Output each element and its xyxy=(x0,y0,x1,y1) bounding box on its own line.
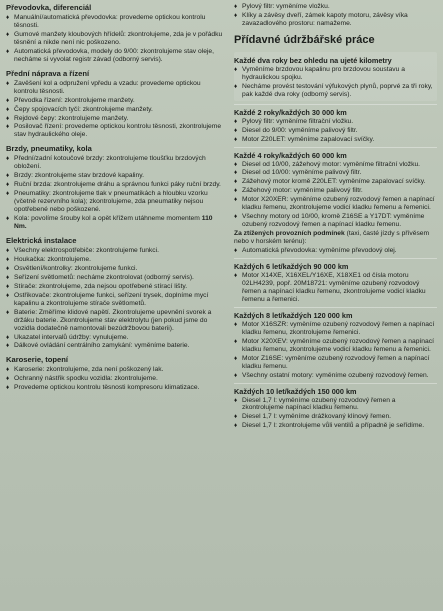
list-item xyxy=(6,123,224,139)
bullet-icon: ♦ xyxy=(234,337,238,345)
list-30000 xyxy=(234,118,437,144)
bullet-icon: ♦ xyxy=(6,190,10,198)
list-item xyxy=(6,115,224,123)
list-item xyxy=(234,3,437,11)
bullet-icon: ♦ xyxy=(6,282,10,290)
list-item xyxy=(6,247,224,255)
list-front-axle xyxy=(6,80,224,140)
bullet-icon: ♦ xyxy=(6,172,10,180)
bullet-icon: ♦ xyxy=(6,291,10,299)
list-item xyxy=(6,334,224,342)
group-title-90000: Každých 6 let/každých 90 000 km xyxy=(234,262,349,272)
bullet-icon: ♦ xyxy=(6,273,10,281)
list-item-text: Seřízení světlometů: necháme zkontrolovat (odborný servis). xyxy=(14,273,194,281)
bullet-icon: ♦ xyxy=(6,123,10,131)
bullet-icon: ♦ xyxy=(6,366,10,374)
bullet-icon: ♦ xyxy=(234,82,238,90)
list-item xyxy=(6,31,224,47)
list-item xyxy=(234,321,437,337)
hard-conditions-text: (taxi, časté jízdy s přívěsem nebo v horském terénu): xyxy=(234,230,430,246)
list-body xyxy=(6,366,224,392)
bullet-icon: ♦ xyxy=(234,187,238,195)
bullet-icon: ♦ xyxy=(6,375,10,383)
divider xyxy=(234,383,437,384)
list-item-text: Diesel 1,7 l: vyměníme ozubený rozvodový řemen a zkontrolujeme napínací kladku řemenu. xyxy=(242,396,396,412)
list-item-text: Pneumatiky: zkontrolujeme tlak v pneumatikách a hloubku vzorku (včetně rezervního kola); zkontrolujeme, zda pneumatiky nejsou opotřebené nebo poškozené. xyxy=(14,190,208,214)
hard-conditions-note xyxy=(234,230,437,246)
list-item xyxy=(6,283,224,291)
bullet-icon: ♦ xyxy=(234,3,238,10)
list-item-text: Všechny elektrospotřebiče: zkontrolujeme funkci. xyxy=(14,246,159,254)
list-item xyxy=(234,118,437,126)
hard-conditions-lead: Za ztížených provozních podmínek xyxy=(234,230,345,238)
list-item xyxy=(234,247,437,255)
bullet-icon: ♦ xyxy=(234,135,238,143)
list-item xyxy=(6,215,224,231)
section-title-body: Karoserie, topení xyxy=(6,355,69,365)
list-item xyxy=(234,127,437,135)
list-item xyxy=(234,12,437,28)
bullet-icon: ♦ xyxy=(6,215,10,223)
group-two-years xyxy=(234,52,437,101)
list-item xyxy=(6,384,224,392)
list-item-text: Stírače: zkontrolujeme, zda nejsou opotřebené stírací lišty. xyxy=(14,282,188,290)
list-item-text: Diesel od 10/00: vyměníme palivový filtr. xyxy=(242,169,362,177)
list-item xyxy=(234,355,437,371)
divider xyxy=(234,307,437,308)
bullet-icon: ♦ xyxy=(234,11,238,19)
list-item xyxy=(6,375,224,383)
list-item-text: Manuální/automatická převodovka: provedeme optickou kontrolu těsnosti. xyxy=(14,14,206,29)
list-item xyxy=(6,181,224,189)
right-column xyxy=(234,3,437,611)
bullet-icon: ♦ xyxy=(6,246,10,254)
list-item xyxy=(234,187,437,195)
list-brakes xyxy=(6,155,224,231)
bullet-icon: ♦ xyxy=(234,413,238,421)
list-item-text: Brzdy: zkontrolujeme stav brzdové kapaliny. xyxy=(14,172,144,180)
list-item xyxy=(6,155,224,171)
bullet-icon: ♦ xyxy=(234,272,238,280)
list-item xyxy=(6,309,224,333)
bullet-icon: ♦ xyxy=(6,342,10,350)
bullet-icon: ♦ xyxy=(6,264,10,272)
list-item-text: Diesel do 9/00: vyměníme palivový filtr. xyxy=(242,126,358,134)
bullet-icon: ♦ xyxy=(234,320,238,328)
list-item-text: Zavěšení kol a odpružení vpředu a vzadu: provedeme optickou kontrolu těsnosti. xyxy=(14,79,201,95)
list-item-text: Rejdové čepy: zkontrolujeme manžety. xyxy=(14,114,129,122)
list-item-text: Ostřikovače: zkontrolujeme funkci, seřízení trysek, doplníme mycí kapalinu a zkontrolujeme stírače světlometů. xyxy=(14,291,209,307)
bullet-icon: ♦ xyxy=(234,247,238,255)
divider xyxy=(234,147,437,148)
bullet-icon: ♦ xyxy=(6,79,10,87)
list-item xyxy=(6,172,224,180)
bullet-icon: ♦ xyxy=(6,96,10,104)
list-item-text: Pylový filtr: vyměníme filtrační vložku. xyxy=(242,117,354,125)
bullet-icon: ♦ xyxy=(6,30,10,38)
list-item xyxy=(234,272,437,304)
list-item-text: Přední/zadní kotoučové brzdy: zkontrolujeme tloušťku brzdových obložení. xyxy=(14,155,206,171)
list-item-text: Klíky a závěsy dveří, zámek kapoty motoru, závěsy víka zavazadlového prostoru: namažeme. xyxy=(242,11,408,27)
list-item-text: Automatická převodovka: vyměníme převodový olej. xyxy=(242,247,397,255)
list-item xyxy=(6,190,224,214)
bullet-icon: ♦ xyxy=(234,169,238,177)
list-item-text: Ukazatel intervalů údržby: vynulujeme. xyxy=(14,333,129,341)
list-item xyxy=(234,422,437,430)
list-item-text: Houkačka: zkontrolujeme. xyxy=(14,255,91,263)
list-60000 xyxy=(234,161,437,230)
list-gearbox xyxy=(6,14,224,64)
section-title-front-axle: Přední náprava a řízení xyxy=(6,68,90,78)
list-120000 xyxy=(234,321,437,380)
bullet-icon: ♦ xyxy=(234,213,238,221)
bullet-icon: ♦ xyxy=(6,333,10,341)
page-heading: Přídavné údržbářské práce xyxy=(234,33,375,46)
list-item xyxy=(6,97,224,105)
bullet-icon: ♦ xyxy=(234,354,238,362)
bullet-icon: ♦ xyxy=(6,181,10,189)
bullet-icon: ♦ xyxy=(6,308,10,316)
list-item xyxy=(6,106,224,114)
list-item-text: Všechny ostatní motory: vyměníme ozubený rozvodový řemen. xyxy=(242,371,429,379)
group-title-150000: Každých 10 let/každých 150 000 km xyxy=(234,386,357,396)
bullet-icon: ♦ xyxy=(234,160,238,168)
list-item xyxy=(234,178,437,186)
bullet-icon: ♦ xyxy=(234,178,238,186)
group-title-30000: Každé 2 roky/každých 30 000 km xyxy=(234,107,347,117)
bullet-icon: ♦ xyxy=(6,105,10,113)
list-item-text: Diesel od 10/00, zážehový motor: vyměníme filtrační vložku. xyxy=(242,160,421,168)
group-title-120000: Každých 8 let/každých 120 000 km xyxy=(234,310,353,320)
list-item xyxy=(6,48,224,64)
list-item-text: Posilovač řízení: provedeme optickou kontrolu těsnosti, zkontrolujeme stav hydraulického oleje. xyxy=(14,123,222,139)
section-title-brakes: Brzdy, pneumatiky, kola xyxy=(6,144,92,154)
list-item xyxy=(6,342,224,350)
divider xyxy=(234,104,437,105)
list-item-text: Vyměníme brzdovou kapalinu pro brzdovou soustavu a hydraulickou spojku. xyxy=(242,65,405,81)
list-item-text: Gumové manžety kloubových hřídelů: zkontrolujeme, zda je v pořádku těsnění a nikde není nic poškozeno. xyxy=(14,30,223,46)
list-item xyxy=(234,397,437,413)
list-hard-conditions xyxy=(234,247,437,255)
list-item xyxy=(6,256,224,264)
list-item-text: Necháme provést testování výfukových plynů, poprvé za tři roky, pak každé dva roky (odborný servis). xyxy=(242,82,433,98)
list-item xyxy=(6,14,224,30)
list-item-text: Ochranný nástřik spodku vozidla: zkontrolujeme. xyxy=(14,375,158,383)
section-title-electrical: Elektrická instalace xyxy=(6,235,77,245)
list-item-text: Karoserie: zkontrolujeme, zda není poškozený lak. xyxy=(14,366,164,374)
list-item xyxy=(234,413,437,421)
bullet-icon: ♦ xyxy=(6,14,10,21)
list-item xyxy=(6,80,224,96)
list-item xyxy=(234,196,437,212)
bullet-icon: ♦ xyxy=(234,117,238,125)
bullet-icon: ♦ xyxy=(6,47,10,55)
list-item-text: Baterie: Změříme klidové napětí. Zkontrolujeme upevnění svorek a držáku baterie. Zkontrolujeme stav elektrolytu (jen pokud jsme do vozidla dodatečně namontovali bezúdržbovou baterii). xyxy=(14,308,212,332)
list-item xyxy=(234,213,437,229)
list-item xyxy=(6,274,224,282)
list-top-items xyxy=(234,3,437,28)
bullet-icon: ♦ xyxy=(6,255,10,263)
torque-value: 110 Nm. xyxy=(14,215,213,231)
list-item xyxy=(234,161,437,169)
list-150000 xyxy=(234,397,437,431)
list-item-text: Osvětlení/kontrolky: zkontrolujeme funkci. xyxy=(14,264,138,272)
list-item-text: Kola: povolíme šrouby kol a opět křížem utáhneme momentem xyxy=(14,215,200,223)
list-item-text: Čepy spojovacích tyčí: zkontrolujeme manžety. xyxy=(14,105,153,113)
list-item xyxy=(234,66,437,82)
list-item xyxy=(234,169,437,177)
bullet-icon: ♦ xyxy=(6,384,10,392)
list-item-text: Motor X16SZR: vyměníme ozubený rozvodový řemen a napínací kladku řemenu, zkontrolujeme řemenici. xyxy=(242,320,435,336)
list-item-text: Diesel 1,7 l: zkontrolujeme vůli ventilů a případně je seřídíme. xyxy=(242,422,425,430)
list-item-text: Motor X20XER: vyměníme ozubený rozvodový řemen a napínací kladku řemenu, zkontrolujeme vodicí kladku řemenu a řemenici. xyxy=(242,196,435,212)
list-item-text: Zážehový motor: vyměníme palivový filtr. xyxy=(242,187,363,195)
list-item xyxy=(6,292,224,308)
list-item-text: Ruční brzda: zkontrolujeme dráhu a správnou funkci páky ruční brzdy. xyxy=(14,181,221,189)
list-item-text: Pylový filtr: vyměníme vložku. xyxy=(242,3,330,10)
bullet-icon: ♦ xyxy=(234,65,238,73)
list-item-text: Motor X20XEV: vyměníme ozubený rozvodový řemen a napínací kladku řemenu, zkontrolujeme vodicí kladku řemenu a řemenici. xyxy=(242,337,434,353)
list-item-text: Zážehový motor kromě Z20LET: vyměníme zapalovací svíčky. xyxy=(242,178,426,186)
list-item xyxy=(6,366,224,374)
list-item xyxy=(234,136,437,144)
bullet-icon: ♦ xyxy=(6,114,10,122)
section-title-gearbox: Převodovka, diferenciál xyxy=(6,3,92,12)
list-item xyxy=(234,83,437,99)
list-item-text: Převodka řízení: zkontrolujeme manžety. xyxy=(14,96,135,104)
list-item-text: Diesel 1,7 l: vyměníme drážkovaný klínový řemen. xyxy=(242,413,392,421)
group-title-60000: Každé 4 roky/každých 60 000 km xyxy=(234,150,347,160)
list-item xyxy=(6,265,224,273)
list-electrical xyxy=(6,247,224,350)
left-column xyxy=(6,3,224,611)
bullet-icon: ♦ xyxy=(234,396,238,404)
list-item-text: Provedeme optickou kontrolu těsnosti kompresoru klimatizace. xyxy=(14,384,200,392)
list-item-text: Dálkové ovládání centrálního zamykání: vyměníme baterie. xyxy=(14,342,190,350)
list-two-years xyxy=(234,66,437,99)
divider xyxy=(234,258,437,259)
list-item-text: Všechny motory od 10/00, kromě Z16SE a Y17DT: vyměníme ozubený rozvodový řemen a napínací kladku řemenu. xyxy=(242,213,425,229)
list-item-text: Motor Z20LET: vyměníme zapalovací svíčky. xyxy=(242,135,375,143)
list-item xyxy=(234,338,437,354)
bullet-icon: ♦ xyxy=(6,155,10,163)
list-90000 xyxy=(234,272,437,304)
bullet-icon: ♦ xyxy=(234,196,238,204)
list-item-text: Motor Z16SE: vyměníme ozubený rozvodový řemen a napínací kladku řemenu. xyxy=(242,354,430,370)
group-title-two-years: Každé dva roky bez ohledu na ujeté kilometry xyxy=(234,55,392,65)
list-item-text: Automatická převodovka, modely do 9/00: zkontrolujeme stav oleje, necháme si vyvolat registr závad (odborný servis). xyxy=(14,47,214,63)
bullet-icon: ♦ xyxy=(234,422,238,430)
bullet-icon: ♦ xyxy=(234,371,238,379)
bullet-icon: ♦ xyxy=(234,126,238,134)
list-item xyxy=(234,372,437,380)
list-item-text: Motor X14XE, X16XEL/Y16XE, X18XE1 od čísla motoru 02LH4239, popř. 20M18721: vyměníme ozubený rozvodový řemen a napínací kladku řemenu, zkontrolujeme vodicí kladku řemenu a řemenici. xyxy=(242,272,426,303)
